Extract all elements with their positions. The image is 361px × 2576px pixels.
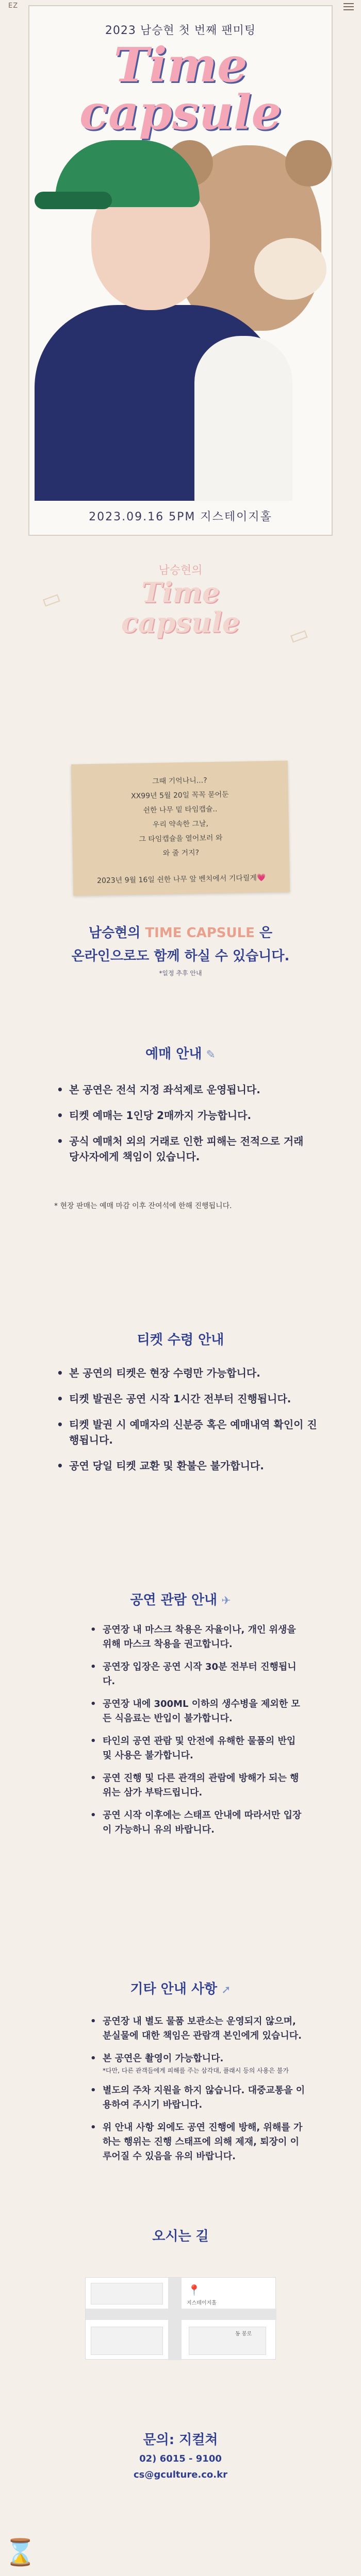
poster-photo — [35, 109, 326, 501]
note-date: 2023년 9월 16일 쉰한 나무 앞 벤치에서 기다릴게💗 — [96, 874, 266, 885]
ticket-decoration-icon: ▭ — [38, 584, 64, 614]
other-list — [90, 2014, 307, 2172]
logo-title-line2: capsule — [121, 606, 240, 639]
list-item: • 공연장 내 마스크 착용은 자율이나, 개인 위생을 위해 마스크 착용을 권고합니다. — [90, 1623, 307, 1652]
list-item: • 타인의 공연 관람 및 안전에 유해한 물품의 반입 및 사용은 불가합니다. — [90, 1734, 307, 1763]
list-item: • 공식 예매처 외의 거래로 인한 피해는 전적으로 거래 당사자에게 책임이 있습니다. — [57, 1133, 315, 1164]
list-item: • 공연장 내 별도 물품 보관소는 운영되지 않으며, 분실물에 대한 책임은 관람객 본인에게 있습니다. — [90, 2014, 307, 2043]
viewing-title: 공연 관람 안내 ✈ — [130, 1592, 231, 1608]
ticket-decoration-icon: ▭ — [285, 620, 312, 650]
headline-note: *일정 추후 안내 — [159, 970, 202, 977]
online-announcement — [0, 922, 361, 977]
list-item: • 본 공연의 티켓은 현장 수령만 가능합니다. — [57, 1365, 320, 1381]
list-item: • 공연장 내에 300ML 이하의 생수병을 제외한 모든 식음료는 반입이 불가합니다. — [90, 1697, 307, 1726]
headline-line2: 온라인으로도 함께 하실 수 있습니다. — [71, 948, 290, 964]
hourglass-icon: ⌛ — [4, 2537, 37, 2567]
list-item: • 티켓 예매는 1인당 2매까지 가능합니다. — [57, 1108, 315, 1123]
list-item: • 공연 시작 이후에는 스태프 안내에 따라서만 입장이 가능하니 유의 바랍니다. — [90, 1808, 307, 1837]
map-label: 지스테이지홀 — [187, 2300, 217, 2306]
menu-icon[interactable] — [343, 3, 354, 10]
ticket-list — [57, 1365, 320, 1484]
contact-title: 문의: 지컬쳐 — [143, 2432, 218, 2448]
list-item: • 공연장 입장은 공연 시작 30분 전부터 진행됩니다. — [90, 1660, 307, 1689]
photo-note: *다만, 다른 관객들에게 피해를 주는 삼각대, 플래시 등의 사용은 불가 — [103, 2067, 289, 2074]
reservation-footnote: * 현장 판매는 예매 마감 이후 잔여석에 한해 진행됩니다. — [54, 1202, 232, 1210]
location-title: 오시는 길 — [152, 2229, 209, 2244]
list-item: • 공연 진행 및 다른 관객의 관람에 방해가 되는 행위는 삼가 부탁드립니다. — [90, 1771, 307, 1800]
poster-title-line1: Time — [113, 37, 248, 93]
reservation-title: 예매 안내 ✎ — [145, 1046, 216, 1062]
list-item: • 위 안내 사항 외에도 공연 진행에 방해, 위해를 가하는 행위는 진행 스태프에 의해 제재, 퇴장이 이루어질 수 있음을 유의 바랍니다. — [90, 2121, 307, 2164]
poster-subtitle: 2023 남승현 첫 번째 팬미팅 — [105, 24, 256, 37]
list-item: • 티켓 발권은 공연 시작 1시간 전부터 진행됩니다. — [57, 1391, 320, 1406]
list-item: • 티켓 발권 시 예매자의 신분증 혹은 예매내역 확인이 진행됩니다. — [57, 1417, 320, 1448]
contact-email[interactable]: cs@gculture.co.kr — [134, 2469, 227, 2480]
other-title: 기타 안내 사항 ➚ — [130, 1981, 231, 1997]
pencil-icon: ✎ — [206, 1048, 216, 1061]
location-map[interactable] — [85, 2277, 276, 2360]
map-road-label: 동 봉로 — [235, 2331, 252, 2337]
paper-plane-icon: ✈ — [221, 1595, 231, 1607]
poster-title-line2: capsule — [79, 84, 282, 140]
letter-note — [71, 760, 290, 895]
list-item: • 본 공연은 전석 지정 좌석제로 운영됩니다. — [57, 1082, 315, 1097]
headline-suffix: 은 — [259, 925, 273, 941]
note-text: 그때 기억나니...? XX99년 5월 20일 꼭꼭 묻어둔 쉰한 나무 밑 타임캡슐.. 우리 약속한 그날, 그 타임캡슐을 열어보러 와 와 줄 거지? — [130, 776, 229, 858]
reservation-list — [57, 1082, 315, 1175]
map-pin-icon: 📍 — [188, 2284, 201, 2296]
list-item: • 본 공연은 촬영이 가능합니다. *다만, 다른 관객들에게 피해를 주는 삼각대, 플래시 등의 사용은 불가 — [90, 2052, 307, 2075]
poster-date-venue: 2023.09.16 5PM 지스테이지홀 — [89, 511, 272, 523]
logo-title-line1: Time — [141, 576, 220, 609]
brand-logo[interactable]: EZ — [8, 2, 19, 10]
ticket-title: 티켓 수령 안내 — [137, 1332, 224, 1348]
viewing-list — [90, 1623, 307, 1845]
event-logo — [0, 562, 361, 637]
event-poster — [28, 5, 333, 536]
list-item: • 별도의 주차 지원을 하지 않습니다. 대중교통을 이용하여 주시기 바랍니다. — [90, 2083, 307, 2112]
contact-info — [0, 2429, 361, 2480]
list-item: • 공연 당일 티켓 교환 및 환불은 불가합니다. — [57, 1458, 320, 1473]
headline-highlight: TIME CAPSULE — [145, 925, 255, 941]
arrow-icon: ➚ — [221, 1984, 231, 1996]
contact-phone[interactable]: 02) 6015 - 9100 — [139, 2453, 222, 2464]
sleeve — [194, 336, 292, 501]
logo-subtitle: 남승현의 — [158, 564, 203, 577]
headline-prefix: 남승현의 — [88, 925, 141, 941]
